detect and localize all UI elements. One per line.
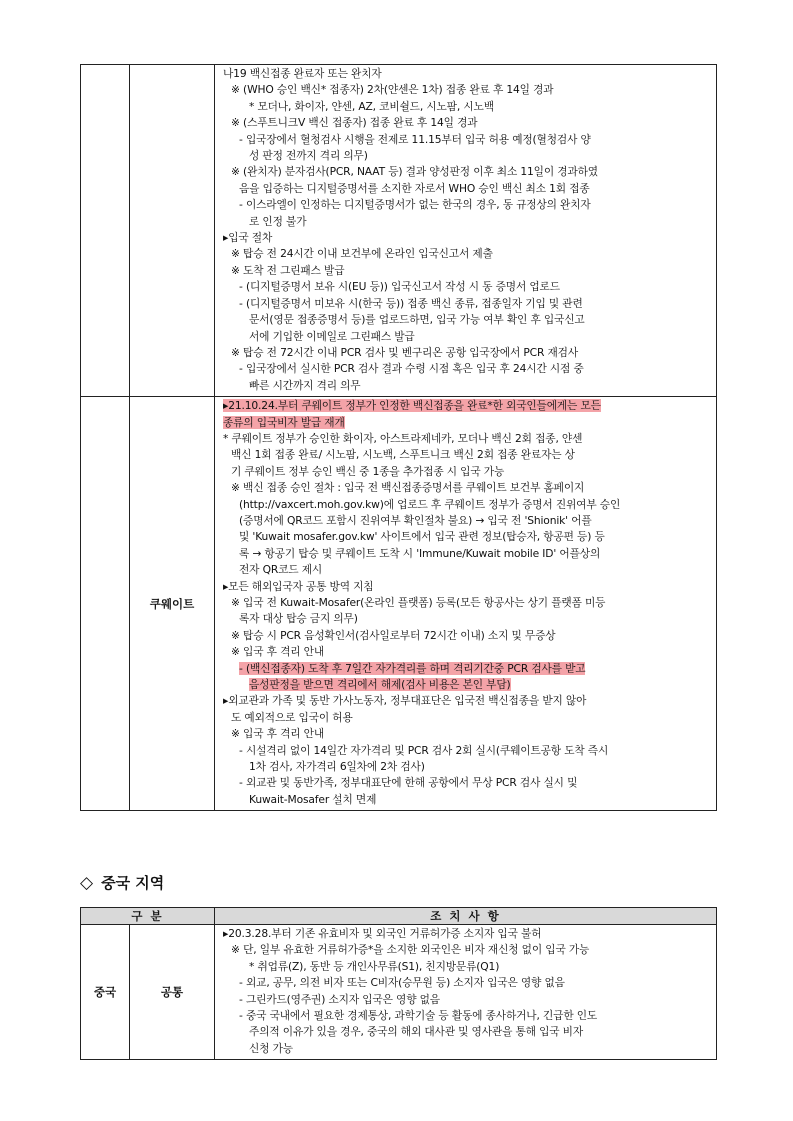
measures-text — [223, 926, 708, 1057]
text-line: ▸모든 해외입국자 공통 방역 지침 — [223, 579, 374, 593]
header-category: 구 분 — [81, 908, 215, 925]
text-line: ※ 백신 접종 승인 절차 : 입국 전 백신접종증명서를 쿠웨이트 보건부 홈페이지 — [231, 481, 585, 495]
country-cell-kuwait — [130, 397, 215, 811]
text-line: ※ 입국 후 격리 안내 — [231, 727, 325, 741]
text-line: 록자 대상 탑승 금지 의무) — [239, 612, 358, 626]
text-line: 도 예외적으로 입국이 허용 — [231, 710, 353, 724]
text-line: ※ 도착 전 그린패스 발급 — [231, 263, 345, 277]
text-line: ※ 탑승 시 PCR 음성확인서(검사일로부터 72시간 이내) 소지 및 무증상 — [231, 628, 556, 642]
text-line: 문서(영문 접종증명서 등)를 업로드하면, 입국 가능 여부 확인 후 입국신고 — [249, 313, 585, 327]
text-line: - 외교, 공무, 의전 비자 또는 C비자(승무원 등) 소지자 입국은 영향 없음 — [239, 976, 565, 990]
measures-cell — [215, 65, 717, 397]
text-line: - (디지털증명서 미보유 시(한국 등)) 접종 백신 종류, 접종일자 기입 및 관련 — [239, 296, 583, 310]
text-line: ※ 탑승 전 72시간 이내 PCR 검사 및 벤구리온 공항 입국장에서 PCR 재검사 — [231, 345, 579, 359]
text-line: 기 쿠웨이트 정부 승인 백신 중 1종을 추가접종 시 입국 가능 — [231, 464, 505, 478]
table-row-china-common — [81, 925, 717, 1060]
text-line: - 시설격리 없이 14일간 자가격리 및 PCR 검사 2회 실시(쿠웨이트공항 도착 즉시 — [239, 743, 609, 757]
text-line: ▸21.10.24.부터 쿠웨이트 정부가 인정한 백신접종을 완료*한 외국인들에게는 모든 — [223, 399, 601, 413]
text-line: (증명서에 QR코드 포함시 진위여부 확인절차 불요) → 입국 전 'Shionik' 어플 — [239, 513, 592, 527]
text-line: * 모더나, 화이자, 얀센, AZ, 코비쉴드, 시노팜, 시노백 — [249, 99, 494, 113]
section-title: 중국 지역 — [101, 874, 165, 892]
measures-text — [223, 398, 708, 808]
text-line: * 쿠웨이트 정부가 승인한 화이자, 아스트라제네카, 모더나 백신 2회 접종, 얀센 — [223, 431, 583, 445]
text-line: - (백신접종자) 도착 후 7일간 자가격리를 하며 격리기간중 PCR 검사를 받고 — [239, 661, 586, 675]
region-cell-china — [81, 925, 130, 1060]
measures-cell — [215, 397, 717, 811]
table-header-row — [81, 908, 717, 925]
text-line: 빠른 시간까지 격리 의무 — [249, 378, 361, 392]
text-line: (http://vaxcert.moh.gov.kw)에 업로드 후 쿠웨이트 정부가 증명서 진위여부 승인 — [239, 497, 621, 511]
text-line: 음을 입증하는 디지털증명서를 소지한 자로서 WHO 승인 백신 최소 1회 접종 — [239, 181, 590, 195]
text-line: 백신 1회 접종 완료/ 시노팜, 시노백, 스푸트니크 백신 2회 접종 완료자는 상 — [231, 448, 575, 462]
text-line: - 중국 국내에서 필요한 경제통상, 과학기술 등 활동에 종사하거나, 긴급한 인도 — [239, 1009, 598, 1023]
text-line: ▸입국 절차 — [223, 231, 273, 245]
text-line: 종류의 입국비자 발급 재개 — [223, 415, 345, 429]
entry-rules-table-middle-east — [80, 64, 717, 811]
country-label: 쿠웨이트 — [149, 596, 195, 611]
text-line: 전자 QR코드 제시 — [239, 563, 323, 577]
measures-cell — [215, 925, 717, 1060]
text-line: 록 → 항공기 탑승 및 쿠웨이트 도착 시 'Immune/Kuwait mobile ID' 어플상의 — [239, 546, 601, 560]
text-line: - 이스라엘이 인정하는 디지털증명서가 없는 한국의 경우, 동 규정상의 완치자 — [239, 198, 591, 212]
region-cell — [81, 65, 130, 397]
text-line: 서에 기입한 이메일로 그린패스 발급 — [249, 329, 415, 343]
table-row-israel — [81, 65, 717, 397]
country-cell — [130, 65, 215, 397]
text-line: ※ 입국 후 격리 안내 — [231, 645, 325, 659]
text-line: ▸20.3.28.부터 기존 유효비자 및 외국인 거류허가증 소지자 입국 불허 — [223, 927, 542, 940]
country-cell-common — [130, 925, 215, 1060]
text-line: ※ 단, 일부 유효한 거류허가증*을 소지한 외국인은 비자 재신청 없이 입국 가능 — [231, 943, 590, 957]
text-line: 나19 백신접종 완료자 또는 완치자 — [223, 67, 382, 80]
text-line: Kuwait-Mosafer 설치 면제 — [249, 792, 377, 806]
text-line: - 입국장에서 실시한 PCR 검사 결과 수령 시점 혹은 입국 후 24시간 시점 중 — [239, 362, 584, 376]
text-line: 로 인정 불가 — [249, 214, 307, 228]
measures-text — [223, 66, 708, 394]
text-line: ※ (스푸트니크V 백신 접종자) 접종 완료 후 14일 경과 — [231, 116, 478, 130]
header-measures: 조 치 사 항 — [215, 908, 717, 925]
text-line: ※ 탑승 전 24시간 이내 보건부에 온라인 입국신고서 제출 — [231, 247, 493, 261]
text-line: 1차 검사, 자가격리 6일차에 2차 검사) — [249, 760, 425, 774]
text-line: - (디지털증명서 보유 시(EU 등)) 입국신고서 작성 시 동 증명서 업로드 — [239, 280, 560, 294]
text-line: ▸외교관과 가족 및 동반 가사노동자, 정부대표단은 입국전 백신접종을 받지 않아 — [223, 694, 587, 708]
text-line: 음성판정을 받으면 격리에서 해제(검사 비용은 본인 부담) — [249, 678, 511, 692]
section-heading-china — [80, 872, 164, 893]
country-label: 공통 — [160, 985, 184, 1000]
text-line: 신청 가능 — [249, 1041, 293, 1055]
text-line: ※ (완치자) 분자검사(PCR, NAAT 등) 결과 양성판정 이후 최소 11일이 경과하였 — [231, 165, 598, 179]
text-line: * 취업류(Z), 동반 등 개인사무류(S1), 친지방문류(Q1) — [249, 959, 500, 973]
text-line: 주의적 이유가 있을 경우, 중국의 해외 대사관 및 영사관을 통해 입국 비자 — [249, 1025, 584, 1039]
table-row-kuwait — [81, 397, 717, 811]
diamond-icon: ◇ — [80, 873, 94, 893]
text-line: ※ (WHO 승인 백신* 접종자) 2차(얀센은 1차) 접종 완료 후 14일 경과 — [231, 83, 554, 97]
entry-rules-table-china — [80, 907, 717, 1060]
text-line: - 외교관 및 동반가족, 정부대표단에 한해 공항에서 무상 PCR 검사 실시 및 — [239, 776, 578, 790]
text-line: 및 'Kuwait mosafer.gov.kw' 사이트에서 입국 관련 정보(탑승자, 항공편 등) 등 — [239, 530, 605, 544]
region-label: 중국 — [93, 985, 117, 1000]
text-line: 성 판정 전까지 격리 의무) — [249, 149, 368, 163]
text-line: - 그린카드(영주권) 소지자 입국은 영향 없음 — [239, 992, 440, 1006]
region-cell — [81, 397, 130, 811]
text-line: ※ 입국 전 Kuwait-Mosafer(온라인 플랫폼) 등록(모든 항공사는 상기 플랫폼 미등 — [231, 596, 606, 609]
text-line: - 입국장에서 혈청검사 시행을 전제로 11.15부터 입국 허용 예정(혈청검사 양 — [239, 132, 591, 146]
